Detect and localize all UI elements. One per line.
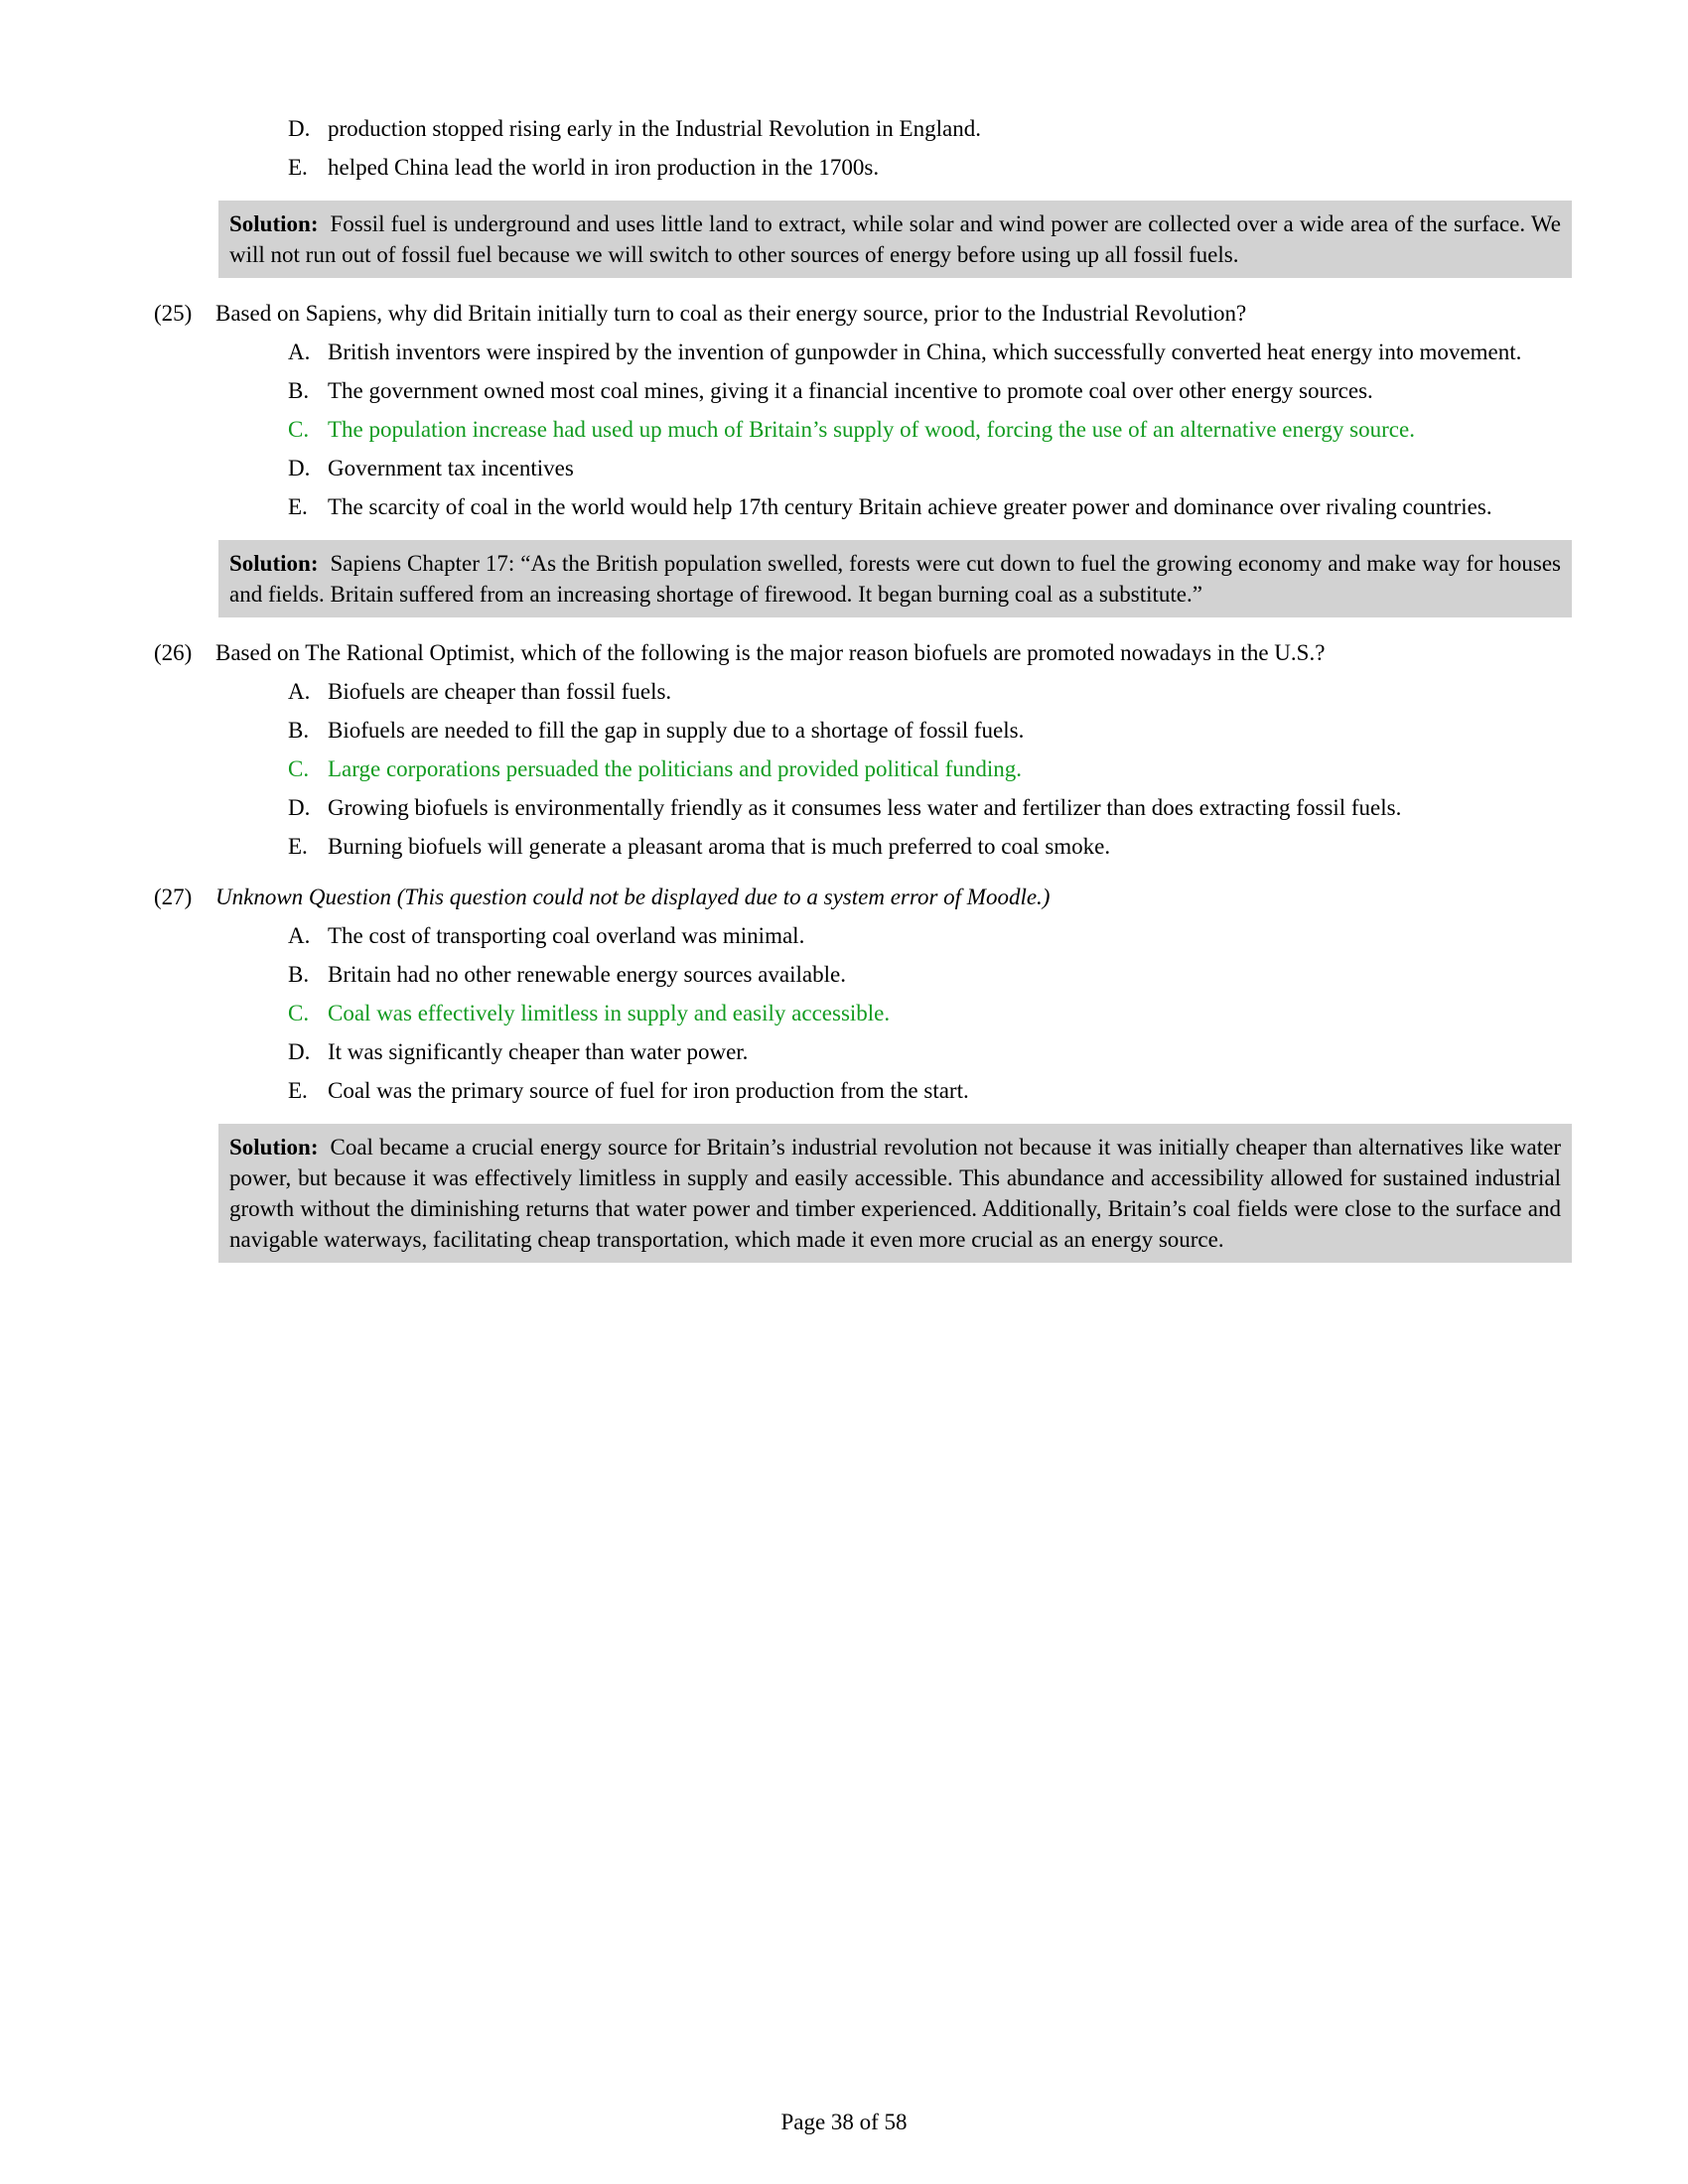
option-text: Biofuels are needed to fill the gap in supply due to a shortage of fossil fuels.: [328, 718, 1025, 743]
question-text: Based on Sapiens, why did Britain initially turn to coal as their energy source, prior to the Industrial Revolution?: [215, 301, 1247, 326]
solution-label: Solution:: [229, 1135, 319, 1160]
answer-option: [288, 113, 1556, 144]
option-letter: A.: [288, 340, 311, 364]
answer-option: [288, 491, 1556, 522]
question-number: (26): [154, 640, 193, 665]
option-text: It was significantly cheaper than water power.: [328, 1039, 749, 1064]
option-text: Large corporations persuaded the politicians and provided political funding.: [328, 756, 1022, 781]
option-text: The cost of transporting coal overland was minimal.: [328, 923, 805, 948]
option-letter: B.: [288, 378, 310, 403]
question-25: [154, 298, 1556, 329]
solution-text: Sapiens Chapter 17: “As the British population swelled, forests were cut down to fuel the growing economy and make way for houses and fields. Britain suffered from an increasing shortage of firewood. It began burning coal as a substitute.”: [229, 551, 1561, 607]
option-text: Biofuels are cheaper than fossil fuels.: [328, 679, 672, 704]
question-text: Unknown Question (This question could not be displayed due to a system error of Moodle.): [215, 885, 1051, 909]
option-letter: D.: [288, 456, 311, 480]
option-letter: C.: [288, 756, 310, 781]
page-footer: [0, 2107, 1688, 2137]
answer-option: [288, 676, 1556, 707]
answer-option: [288, 1036, 1556, 1067]
answer-option: [288, 792, 1556, 823]
option-letter: E.: [288, 155, 308, 180]
option-text: Growing biofuels is environmentally friendly as it consumes less water and fertilizer than does extracting fossil fuels.: [328, 795, 1402, 820]
option-text: The government owned most coal mines, giving it a financial incentive to promote coal over other energy sources.: [328, 378, 1373, 403]
solution-label: Solution:: [229, 551, 319, 576]
option-text: Britain had no other renewable energy sources available.: [328, 962, 846, 987]
answer-option: [288, 337, 1556, 367]
option-text: Coal was effectively limitless in supply and easily accessible.: [328, 1001, 891, 1025]
option-letter: C.: [288, 1001, 310, 1025]
option-letter: E.: [288, 494, 308, 519]
option-letter: D.: [288, 795, 311, 820]
solution-box: [218, 201, 1572, 278]
option-text: Government tax incentives: [328, 456, 574, 480]
solution-box: [218, 540, 1572, 617]
option-letter: E.: [288, 834, 308, 859]
option-letter: D.: [288, 116, 311, 141]
answer-option-correct: [288, 998, 1556, 1028]
option-text: British inventors were inspired by the invention of gunpowder in China, which successfully converted heat energy into movement.: [328, 340, 1522, 364]
answer-option: [288, 920, 1556, 951]
answer-option: [288, 959, 1556, 990]
answer-option-correct: [288, 414, 1556, 445]
question-27: [154, 882, 1556, 912]
answer-option: [288, 453, 1556, 483]
page-number-label: Page 38 of 58: [780, 2110, 908, 2134]
option-letter: A.: [288, 679, 311, 704]
option-text: helped China lead the world in iron production in the 1700s.: [328, 155, 880, 180]
question-26: [154, 637, 1556, 668]
option-letter: B.: [288, 962, 310, 987]
answer-option: [288, 375, 1556, 406]
option-letter: C.: [288, 417, 310, 442]
solution-box: [218, 1124, 1572, 1263]
answer-option: [288, 831, 1556, 862]
answer-option: [288, 1075, 1556, 1106]
question-number: (25): [154, 301, 193, 326]
page-content: [154, 105, 1561, 1269]
option-text: production stopped rising early in the Industrial Revolution in England.: [328, 116, 981, 141]
question-text: Based on The Rational Optimist, which of the following is the major reason biofuels are promoted nowadays in the U.S.?: [215, 640, 1326, 665]
solution-text: Fossil fuel is underground and uses little land to extract, while solar and wind power are collected over a wide area of the surface. We will not run out of fossil fuel because we will switch to other sources of energy before using up all fossil fuels.: [229, 211, 1561, 267]
answer-option: [288, 152, 1556, 183]
solution-label: Solution:: [229, 211, 319, 236]
option-letter: A.: [288, 923, 311, 948]
option-letter: B.: [288, 718, 310, 743]
answer-option: [288, 715, 1556, 746]
option-text: The scarcity of coal in the world would help 17th century Britain achieve greater power and dominance over rivaling countries.: [328, 494, 1492, 519]
option-letter: D.: [288, 1039, 311, 1064]
answer-option-correct: [288, 753, 1556, 784]
solution-text: Coal became a crucial energy source for Britain’s industrial revolution not because it was initially cheaper than alternatives like water power, but because it was effectively limitless in supply and easily accessible. This abundance and accessibility allowed for sustained industrial growth without the diminishing returns that water power and timber experienced. Additionally, Britain’s coal fields were close to the surface and navigable waterways, facilitating cheap transportation, which made it even more crucial as an energy source.: [229, 1135, 1561, 1252]
question-number: (27): [154, 885, 193, 909]
option-text: The population increase had used up much of Britain’s supply of wood, forcing the use of an alternative energy source.: [328, 417, 1415, 442]
option-text: Coal was the primary source of fuel for iron production from the start.: [328, 1078, 969, 1103]
option-text: Burning biofuels will generate a pleasant aroma that is much preferred to coal smoke.: [328, 834, 1111, 859]
option-letter: E.: [288, 1078, 308, 1103]
